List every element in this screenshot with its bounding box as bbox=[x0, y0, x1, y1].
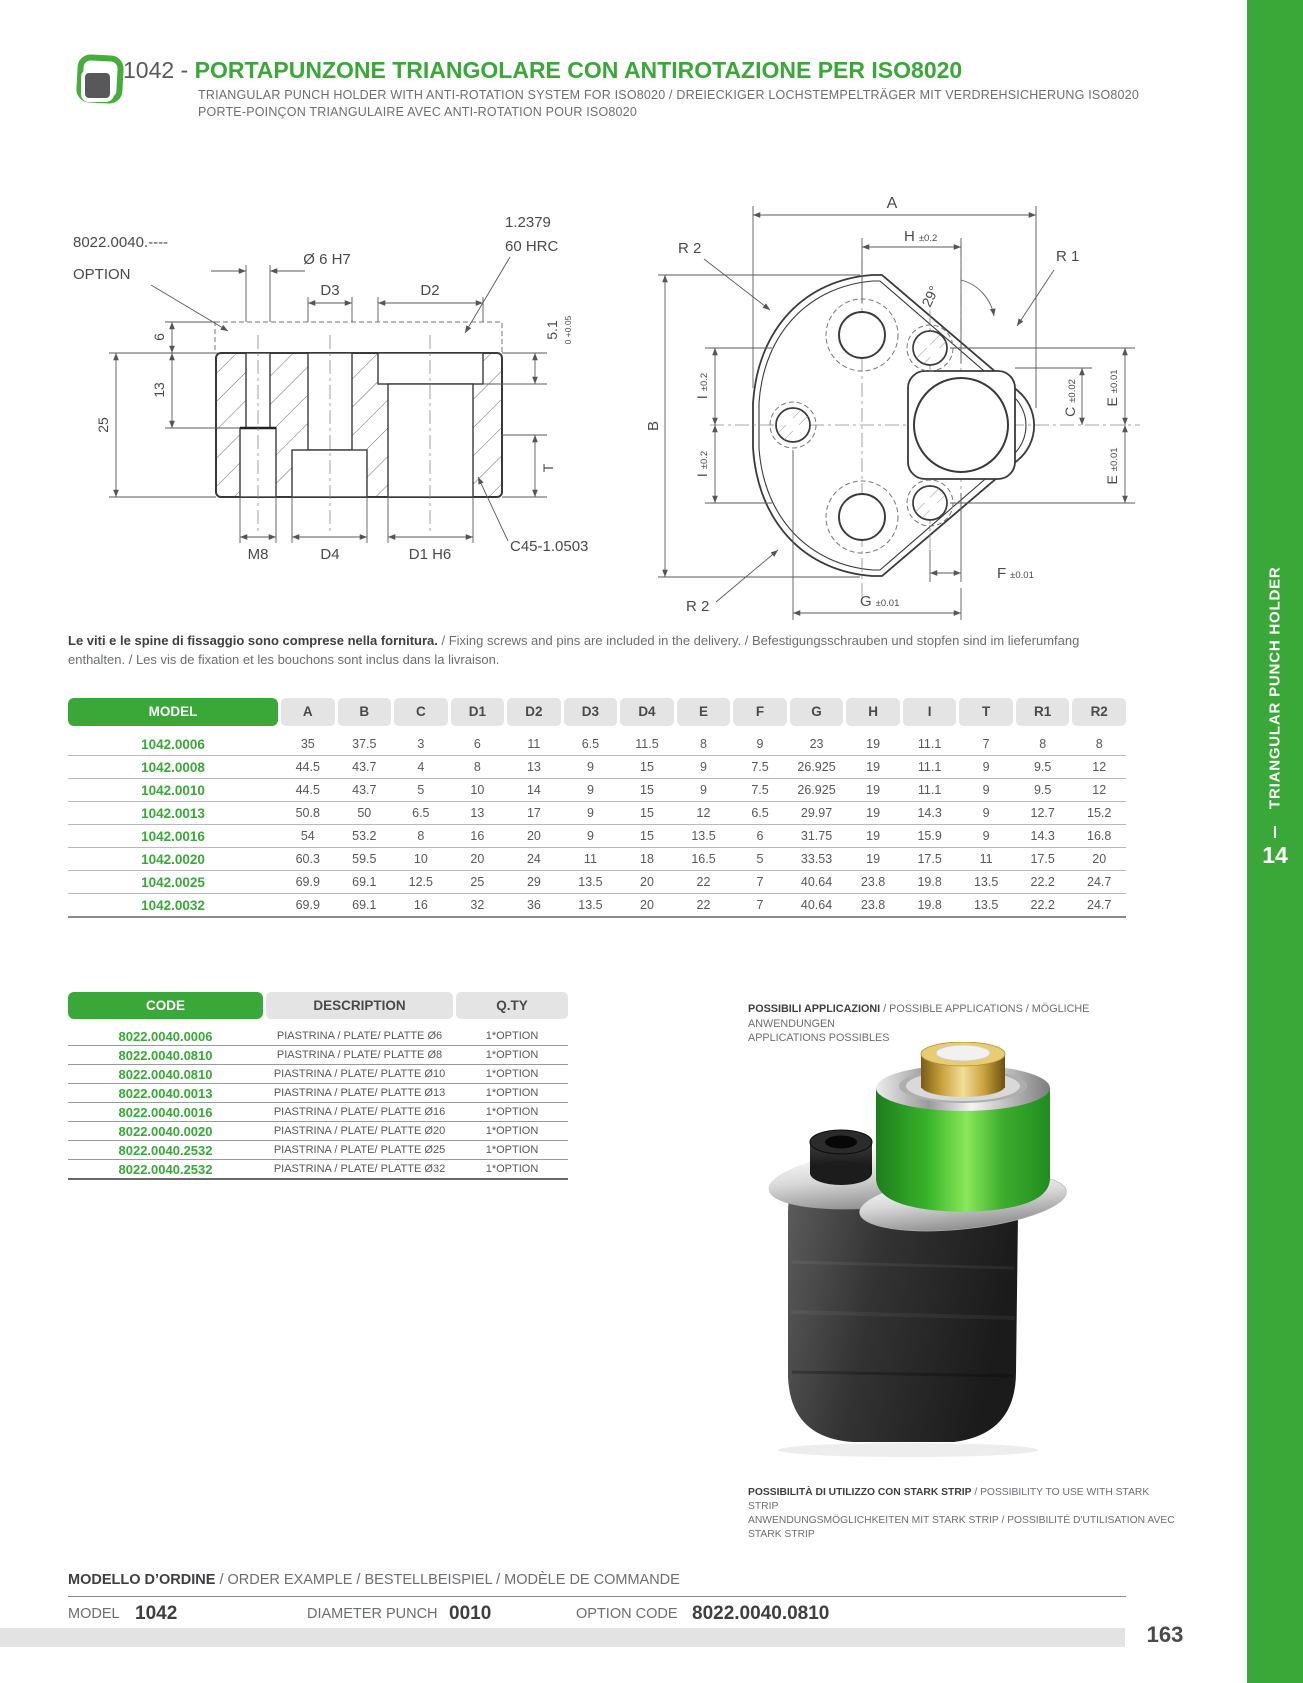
material-label: C45-1.0503 bbox=[510, 538, 589, 555]
dimension-value: 20 bbox=[640, 898, 654, 912]
angle-label: 29° bbox=[918, 283, 942, 310]
dimension-value: 13 bbox=[526, 760, 541, 774]
dimension-value: 5 bbox=[417, 783, 425, 797]
options-table-row bbox=[68, 1084, 568, 1103]
fixing-screw bbox=[810, 1130, 872, 1185]
dimension-value: 20 bbox=[1092, 852, 1107, 866]
option-description: PIASTRINA / PLATE/ PLATTE Ø32 bbox=[273, 1163, 446, 1175]
dim-d2: D2 bbox=[420, 282, 440, 299]
dimension-value: 29.97 bbox=[800, 806, 833, 820]
options-table-row bbox=[68, 1141, 568, 1160]
dimension-value: 7.5 bbox=[751, 783, 769, 797]
applications-title: POSSIBILI APPLICAZIONI bbox=[748, 1003, 881, 1015]
dimension-value: 36 bbox=[526, 898, 541, 912]
dimension-value: 14.3 bbox=[1030, 829, 1055, 843]
option-description: PIASTRINA / PLATE/ PLATTE Ø10 bbox=[273, 1068, 446, 1080]
option-qty: 1*OPTION bbox=[485, 1030, 539, 1042]
dimension-value: 35 bbox=[300, 737, 315, 751]
dim-col-d1: D1 bbox=[451, 698, 505, 726]
model-code: 1042.0020 bbox=[141, 851, 205, 867]
dimension-value: 53.2 bbox=[352, 829, 377, 843]
option-qty: 1*OPTION bbox=[485, 1125, 539, 1137]
dimension-table-row bbox=[68, 733, 1126, 756]
radius-r1-label: R 1 bbox=[1056, 248, 1080, 265]
dimension-value: 24.7 bbox=[1087, 898, 1112, 912]
option-label: OPTION bbox=[73, 266, 131, 283]
applications-title-line2: APPLICATIONS POSSIBLES bbox=[748, 1032, 890, 1045]
dimension-value: 9.5 bbox=[1033, 783, 1052, 797]
dimension-value: 9 bbox=[586, 760, 594, 774]
dimension-value: 9 bbox=[586, 806, 594, 820]
dimension-value: 11 bbox=[527, 737, 541, 751]
option-code-label: 8022.0040.---- bbox=[73, 234, 169, 251]
order-diameter-label: DIAMETER PUNCH bbox=[307, 1606, 438, 1622]
dim-m8: M8 bbox=[247, 546, 269, 563]
dimension-table-row bbox=[68, 756, 1126, 779]
dimension-value: 16 bbox=[413, 898, 428, 912]
dimension-value: 8 bbox=[473, 760, 481, 774]
dimension-value: 22.2 bbox=[1030, 898, 1055, 912]
dimension-value: 11.1 bbox=[917, 783, 942, 797]
option-qty: 1*OPTION bbox=[485, 1068, 539, 1080]
options-table bbox=[68, 992, 568, 1180]
dimension-value: 7 bbox=[982, 737, 990, 751]
order-option-label: OPTION CODE bbox=[576, 1606, 678, 1622]
dim-col-d3: D3 bbox=[564, 698, 618, 726]
dimension-value: 20 bbox=[526, 829, 541, 843]
dimension-value: 9 bbox=[586, 783, 594, 797]
dimension-value: 10 bbox=[413, 852, 428, 866]
product-photo bbox=[758, 1042, 1094, 1462]
dimension-value: 23.8 bbox=[860, 875, 886, 889]
model-code: 1042.0010 bbox=[141, 782, 205, 798]
order-title-bold: MODELLO D’ORDINE bbox=[68, 1572, 216, 1588]
dimension-value: 22 bbox=[696, 898, 711, 912]
option-description: PIASTRINA / PLATE/ PLATTE Ø25 bbox=[273, 1144, 446, 1156]
option-code: 8022.0040.0006 bbox=[118, 1028, 213, 1044]
page-number: 163 bbox=[1146, 1622, 1184, 1647]
dimension-value: 33.53 bbox=[800, 852, 833, 866]
dim-g: G ±0.01 bbox=[860, 593, 900, 610]
sidebar-separator bbox=[1274, 826, 1276, 838]
dimension-value: 8 bbox=[1039, 737, 1047, 751]
radius-r2-bottom-label: R 2 bbox=[686, 598, 710, 615]
delivery-note-rest: / Fixing screws and pins are included in the delivery. / Befestigungsschrauben und stopfen sind im lieferumfang enthalten. / Les vis de fixation et les bouchons sont inclus dans la livraison. bbox=[68, 633, 1080, 667]
dim-i-upper: I±0.2 bbox=[694, 372, 710, 400]
order-divider bbox=[68, 1596, 1126, 1597]
dimension-value: 15 bbox=[640, 806, 654, 820]
dim-col-model: MODEL bbox=[68, 698, 278, 726]
dimension-value: 12 bbox=[1092, 783, 1107, 797]
options-col-description: DESCRIPTION bbox=[266, 992, 453, 1019]
dimension-value: 13.5 bbox=[691, 829, 716, 843]
dimension-value: 43.7 bbox=[352, 783, 377, 797]
order-model-label: MODEL bbox=[68, 1606, 120, 1622]
dimension-value: 11.5 bbox=[635, 737, 659, 751]
dim-col-a: A bbox=[281, 698, 335, 726]
dimension-value: 23.8 bbox=[860, 898, 886, 912]
dim-6: 6 bbox=[151, 333, 167, 341]
dimension-value: 40.64 bbox=[800, 898, 833, 912]
dim-col-d4: D4 bbox=[620, 698, 674, 726]
dimension-value: 17.5 bbox=[1030, 852, 1055, 866]
dimension-value: 8 bbox=[1095, 737, 1103, 751]
brand-logo-icon bbox=[74, 54, 124, 110]
dimension-value: 19 bbox=[866, 806, 881, 820]
option-qty: 1*OPTION bbox=[485, 1106, 539, 1118]
dim-b: B bbox=[645, 420, 662, 432]
dimension-table-row bbox=[68, 871, 1126, 894]
dimension-value: 10 bbox=[470, 783, 485, 797]
dimension-value: 12 bbox=[1092, 760, 1107, 774]
dimension-value: 59.5 bbox=[352, 852, 377, 866]
option-description: PIASTRINA / PLATE/ PLATTE Ø20 bbox=[273, 1125, 446, 1137]
dimension-table-body bbox=[68, 733, 1126, 918]
section-drawing bbox=[65, 185, 625, 605]
dim-a: A bbox=[886, 195, 898, 212]
dim-col-t: T bbox=[959, 698, 1013, 726]
dimension-value: 9 bbox=[700, 783, 707, 797]
option-description: PIASTRINA / PLATE/ PLATTE Ø16 bbox=[273, 1106, 446, 1118]
dimension-value: 22 bbox=[696, 875, 711, 889]
dimension-value: 7 bbox=[756, 898, 764, 912]
dimension-value: 19 bbox=[866, 783, 881, 797]
chapter-number: 14 bbox=[1262, 842, 1288, 868]
order-option-value: 8022.0040.0810 bbox=[692, 1603, 830, 1624]
dim-col-b: B bbox=[338, 698, 392, 726]
dimension-value: 13.5 bbox=[973, 875, 999, 889]
product-title: PORTAPUNZONE TRIANGOLARE CON ANTIROTAZIONE PER ISO8020 bbox=[194, 57, 963, 83]
dimension-value: 9 bbox=[982, 806, 990, 820]
option-code: 8022.0040.2532 bbox=[118, 1142, 213, 1158]
dimension-value: 37.5 bbox=[352, 737, 377, 751]
hardness-label: 60 HRC bbox=[505, 238, 559, 255]
dim-depth: 5.1 bbox=[544, 320, 560, 340]
option-description: PIASTRINA / PLATE/ PLATTE Ø6 bbox=[276, 1030, 443, 1042]
dimension-value: 12 bbox=[696, 806, 711, 820]
model-code: 1042.0008 bbox=[141, 759, 205, 775]
option-code: 8022.0040.0016 bbox=[118, 1104, 213, 1120]
dim-col-g: G bbox=[790, 698, 844, 726]
dimension-table-row bbox=[68, 894, 1126, 918]
dimension-value: 16.5 bbox=[691, 852, 716, 866]
dimension-value: 24.7 bbox=[1087, 875, 1112, 889]
dimension-value: 7 bbox=[756, 875, 764, 889]
dimension-value: 15.9 bbox=[917, 829, 942, 843]
dimension-value: 13 bbox=[470, 806, 485, 820]
caption-line2: ANWENDUNGSMÖGLICHKEITEN MIT STARK STRIP / POSSIBILITÉ D'UTILISATION AVEC STARK STRIP bbox=[748, 1514, 1175, 1540]
option-qty: 1*OPTION bbox=[485, 1144, 539, 1156]
dimension-value: 32 bbox=[470, 898, 485, 912]
option-qty: 1*OPTION bbox=[485, 1163, 539, 1175]
options-table-row bbox=[68, 1065, 568, 1084]
option-code: 8022.0040.0810 bbox=[118, 1047, 213, 1063]
dimension-value: 12.5 bbox=[408, 875, 433, 889]
dimension-value: 19.8 bbox=[917, 898, 942, 912]
dimension-table-row bbox=[68, 779, 1126, 802]
dimension-table bbox=[68, 698, 1126, 918]
dim-col-h: H bbox=[846, 698, 900, 726]
dimension-value: 6 bbox=[473, 737, 481, 751]
dimension-value: 18 bbox=[640, 852, 654, 866]
dimension-value: 8 bbox=[417, 829, 425, 843]
options-table-row bbox=[68, 1160, 568, 1180]
dimension-value: 15 bbox=[640, 783, 654, 797]
dim-col-i: I bbox=[903, 698, 957, 726]
page-title bbox=[123, 57, 962, 84]
option-code: 8022.0040.0020 bbox=[118, 1123, 213, 1139]
option-description: PIASTRINA / PLATE/ PLATTE Ø8 bbox=[276, 1049, 443, 1061]
dim-25: 25 bbox=[95, 417, 111, 433]
dimension-table-row bbox=[68, 848, 1126, 871]
model-code: 1042.0013 bbox=[141, 805, 205, 821]
dimension-value: 31.75 bbox=[800, 829, 833, 843]
dimension-value: 6.5 bbox=[751, 806, 769, 820]
dimension-value: 15 bbox=[640, 829, 654, 843]
dimension-value: 9.5 bbox=[1033, 760, 1052, 774]
dimension-value: 5 bbox=[756, 852, 764, 866]
dimension-value: 15.2 bbox=[1087, 806, 1112, 820]
model-code: 1042.0025 bbox=[141, 874, 205, 890]
options-table-body bbox=[68, 1027, 568, 1180]
caption-rest: / POSSIBILITY TO USE WITH STARK STRIP bbox=[748, 1487, 1150, 1512]
dimension-value: 13.5 bbox=[578, 875, 603, 889]
dimension-value: 69.9 bbox=[295, 898, 320, 912]
dimension-value: 9 bbox=[982, 760, 990, 774]
order-example-title bbox=[68, 1572, 680, 1588]
dimension-value: 14 bbox=[526, 783, 541, 797]
dimension-value: 13.5 bbox=[578, 898, 603, 912]
dim-depth-tolerance: 0 +0.05 bbox=[563, 315, 573, 345]
option-code: 8022.0040.0810 bbox=[118, 1066, 213, 1082]
dimension-value: 23 bbox=[809, 737, 824, 751]
dimension-value: 20 bbox=[640, 875, 654, 889]
order-diameter-value: 0010 bbox=[449, 1603, 492, 1624]
dimension-value: 19 bbox=[866, 852, 881, 866]
dim-col-f: F bbox=[733, 698, 787, 726]
dimension-value: 17.5 bbox=[917, 852, 942, 866]
applications-title-rest: / POSSIBLE APPLICATIONS / MÖGLICHE ANWENDUNGEN bbox=[748, 1003, 1090, 1030]
dimension-value: 20 bbox=[470, 852, 485, 866]
dimension-table-header bbox=[68, 698, 1126, 726]
dim-pin-diameter: Ø 6 H7 bbox=[303, 251, 351, 268]
dimension-value: 6.5 bbox=[581, 737, 600, 751]
photo-caption bbox=[748, 1486, 1178, 1542]
dimension-value: 19 bbox=[866, 760, 881, 774]
dimension-value: 40.64 bbox=[800, 875, 833, 889]
dimension-value: 50 bbox=[357, 806, 372, 820]
dimension-value: 19.8 bbox=[917, 875, 942, 889]
dimension-value: 6 bbox=[756, 829, 764, 843]
dim-t: T bbox=[540, 463, 556, 473]
dimension-value: 43.7 bbox=[352, 760, 377, 774]
dim-d4: D4 bbox=[320, 546, 340, 563]
dimension-value: 44.5 bbox=[295, 760, 320, 774]
options-table-row bbox=[68, 1122, 568, 1141]
order-model-value: 1042 bbox=[135, 1603, 178, 1624]
dim-f: F ±0.01 bbox=[997, 565, 1034, 582]
model-code: 1042.0016 bbox=[141, 828, 205, 844]
option-code: 8022.0040.2532 bbox=[118, 1161, 213, 1177]
dimension-value: 17 bbox=[526, 806, 541, 820]
dim-d3: D3 bbox=[320, 282, 340, 299]
dim-d1: D1 H6 bbox=[408, 546, 452, 563]
applications-note bbox=[748, 1002, 1168, 1046]
dim-col-c: C bbox=[394, 698, 448, 726]
caption-bold: POSSIBILITÀ DI UTILIZZO CON STARK STRIP bbox=[748, 1487, 972, 1498]
options-col-code: CODE bbox=[68, 992, 263, 1019]
model-code: 1042.0006 bbox=[141, 736, 205, 752]
options-table-row bbox=[68, 1046, 568, 1065]
dimension-value: 16 bbox=[470, 829, 485, 843]
dimension-value: 12.7 bbox=[1030, 806, 1055, 820]
option-code: 8022.0040.0013 bbox=[118, 1085, 213, 1101]
dimension-value: 69.1 bbox=[352, 898, 377, 912]
dim-col-e: E bbox=[677, 698, 731, 726]
top-view-drawing bbox=[620, 158, 1180, 628]
option-description: PIASTRINA / PLATE/ PLATTE Ø13 bbox=[273, 1087, 446, 1099]
punch-brass bbox=[921, 1042, 1005, 1097]
option-qty: 1*OPTION bbox=[485, 1087, 539, 1099]
dim-13: 13 bbox=[151, 382, 167, 398]
dimension-value: 14.3 bbox=[917, 806, 942, 820]
dimension-value: 69.1 bbox=[352, 875, 377, 889]
dimension-value: 11.1 bbox=[917, 760, 942, 774]
subtitle-line1: TRIANGULAR PUNCH HOLDER WITH ANTI-ROTATION SYSTEM FOR ISO8020 / DREIECKIGER LOCHSTEMPELTRÄGER MIT VERDREHSICHERUNG ISO8020 bbox=[198, 88, 1139, 102]
dimension-value: 24 bbox=[526, 852, 541, 866]
dimension-value: 69.9 bbox=[295, 875, 320, 889]
dimension-value: 6.5 bbox=[412, 806, 430, 820]
dim-col-r2: R2 bbox=[1072, 698, 1126, 726]
dimension-value: 9 bbox=[756, 737, 764, 751]
dimension-value: 9 bbox=[700, 760, 707, 774]
dimension-value: 26.925 bbox=[797, 783, 836, 797]
dimension-table-row bbox=[68, 825, 1126, 848]
dimension-value: 15 bbox=[640, 760, 654, 774]
dimension-value: 11.1 bbox=[917, 737, 942, 751]
dimension-value: 3 bbox=[417, 737, 425, 751]
dim-col-r1: R1 bbox=[1016, 698, 1070, 726]
sidebar-title: TRIANGULAR PUNCH HOLDER bbox=[1266, 566, 1284, 809]
model-number: 1042 - bbox=[123, 57, 189, 83]
option-qty: 1*OPTION bbox=[485, 1049, 539, 1061]
dim-col-d2: D2 bbox=[507, 698, 561, 726]
delivery-note bbox=[68, 632, 1130, 670]
dimension-value: 7.5 bbox=[751, 760, 769, 774]
subtitle-line2: PORTE-POINÇON TRIANGULAIRE AVEC ANTI-ROTATION POUR ISO8020 bbox=[198, 105, 637, 119]
dimension-value: 13.5 bbox=[973, 898, 999, 912]
photo-shadow bbox=[778, 1443, 1038, 1457]
dimension-value: 19 bbox=[866, 737, 881, 751]
radius-r2-label: R 2 bbox=[678, 240, 702, 257]
model-code: 1042.0032 bbox=[141, 897, 205, 913]
dimension-value: 9 bbox=[586, 829, 594, 843]
dimension-value: 54 bbox=[300, 829, 315, 843]
dimension-value: 25 bbox=[470, 875, 485, 889]
dimension-value: 8 bbox=[700, 737, 707, 751]
dimension-table-row bbox=[68, 802, 1126, 825]
footer-bar bbox=[0, 1628, 1125, 1647]
dimension-value: 22.2 bbox=[1030, 875, 1055, 889]
dim-h: H ±0.2 bbox=[904, 228, 938, 245]
dimension-value: 26.925 bbox=[797, 760, 836, 774]
dimension-value: 60.3 bbox=[295, 852, 320, 866]
dimension-value: 19 bbox=[866, 829, 881, 843]
dimension-value: 29 bbox=[526, 875, 541, 889]
options-table-row bbox=[68, 1103, 568, 1122]
dim-i-lower: I±0.2 bbox=[694, 450, 710, 478]
dim-e-upper: E±0.01 bbox=[1104, 369, 1120, 407]
dimension-value: 44.5 bbox=[295, 783, 320, 797]
dim-e-lower: E±0.01 bbox=[1104, 447, 1120, 485]
steel-grade-label: 1.2379 bbox=[505, 214, 551, 231]
dimension-value: 9 bbox=[982, 783, 990, 797]
options-col-qty: Q.TY bbox=[456, 992, 568, 1019]
options-table-row bbox=[68, 1027, 568, 1046]
options-table-header bbox=[68, 992, 568, 1019]
chapter-sidebar bbox=[1247, 0, 1303, 1683]
dimension-value: 16.8 bbox=[1087, 829, 1112, 843]
dimension-value: 4 bbox=[417, 760, 425, 774]
dimension-value: 11 bbox=[979, 852, 993, 866]
dim-c: C±0.02 bbox=[1062, 379, 1078, 417]
dimension-value: 9 bbox=[982, 829, 990, 843]
dimension-value: 50.8 bbox=[295, 806, 320, 820]
order-title-rest: / ORDER EXAMPLE / BESTELLBEISPIEL / MODÈLE DE COMMANDE bbox=[215, 1572, 680, 1588]
dimension-value: 11 bbox=[583, 852, 597, 866]
delivery-note-lead: Le viti e le spine di fissaggio sono comprese nella fornitura. bbox=[68, 633, 438, 648]
